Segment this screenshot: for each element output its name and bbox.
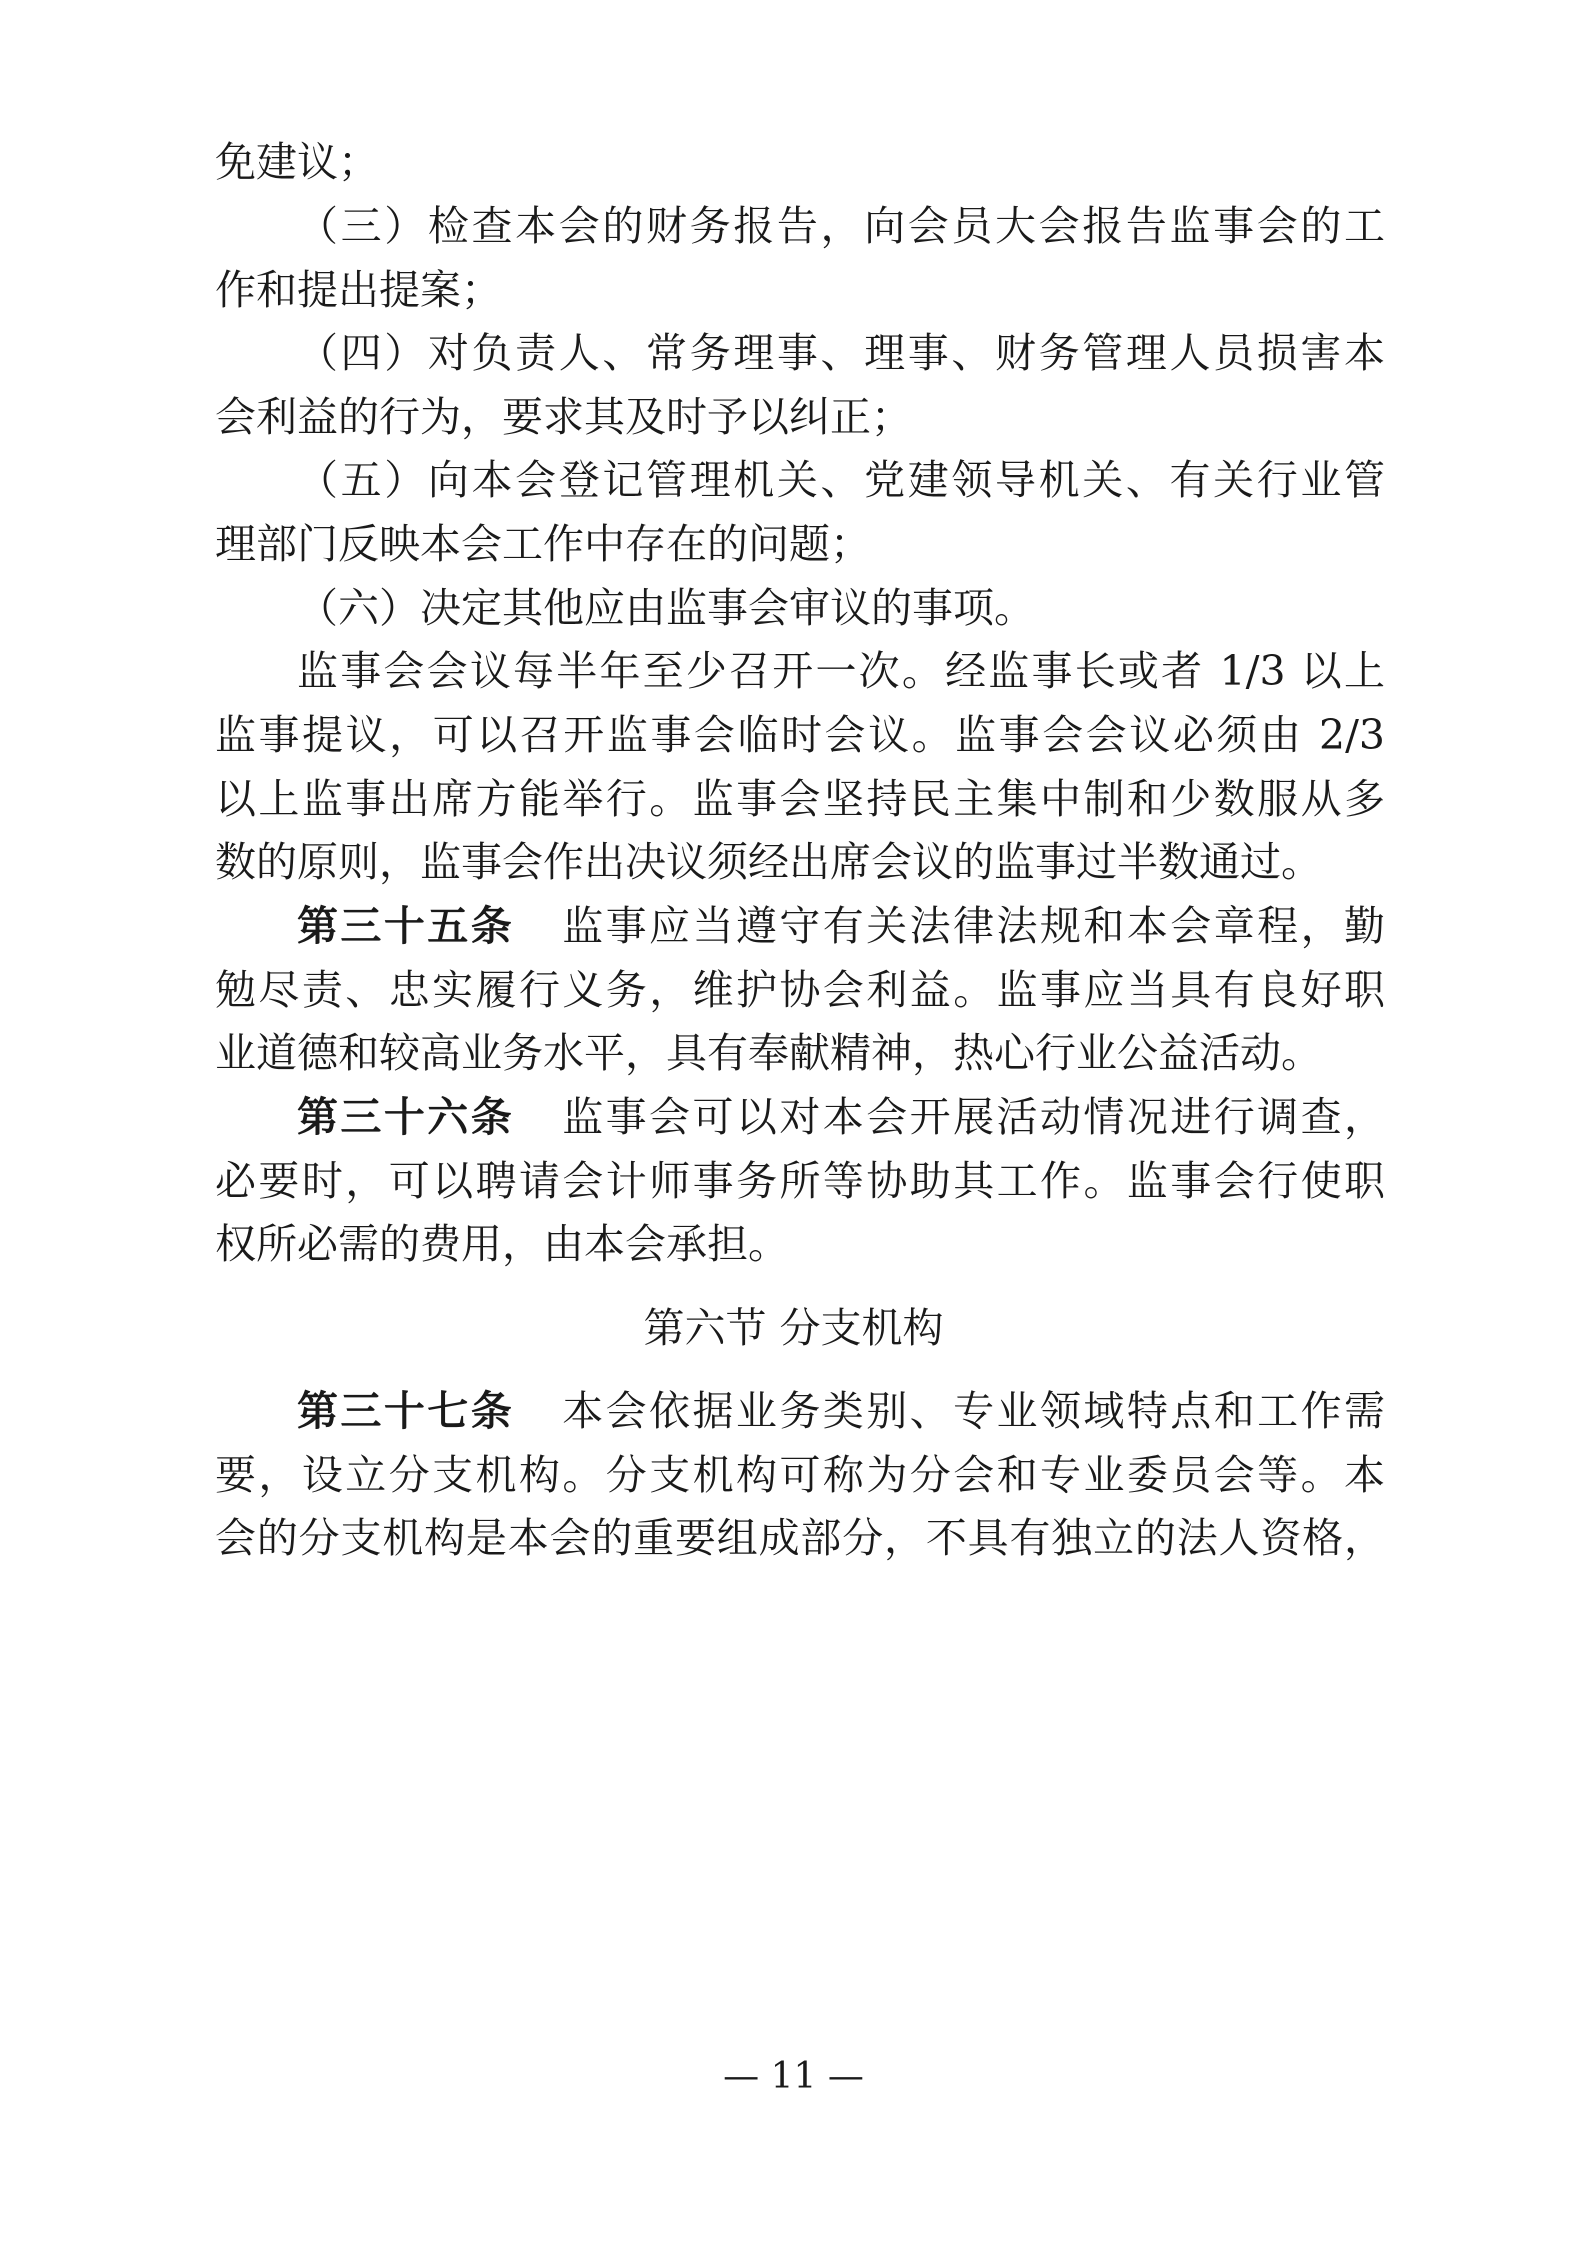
text-line: 免建议； <box>215 138 379 186</box>
text-span: 本会依据业务类别、专业领域特点和工作需 <box>562 1387 1386 1435</box>
page-number: — 11 — <box>723 2056 864 2097</box>
text-line: 理部门反映本会工作中存在的问题； <box>215 520 871 568</box>
text-line: 会的分支机构是本会的重要组成部分，不具有独立的法人资格， <box>215 1514 1385 1562</box>
article-number: 第三十六条 <box>297 1093 515 1141</box>
text-line: （五）向本会登记管理机关、党建领导机关、有关行业管 <box>297 456 1385 504</box>
article-number: 第三十七条 <box>297 1387 515 1435</box>
text-line: 数的原则，监事会作出决议须经出席会议的监事过半数通过。 <box>215 838 1322 886</box>
text-span: 监事应当遵守有关法律法规和本会章程，勤 <box>562 902 1386 950</box>
text-line: 勉尽责、忠实履行义务，维护协会利益。监事应当具有良好职 <box>215 966 1385 1014</box>
article-first-line <box>297 898 1385 954</box>
text-line: 监事会会议每半年至少召开一次。经监事长或者 1/3 以上 <box>297 647 1385 695</box>
text-span: 监事会可以对本会开展活动情况进行调查， <box>562 1093 1386 1141</box>
article-number: 第三十五条 <box>297 902 515 950</box>
text-line: 必要时，可以聘请会计师事务所等协助其工作。监事会行使职 <box>215 1157 1385 1205</box>
text-line: 会利益的行为，要求其及时予以纠正； <box>215 393 912 441</box>
text-line: 作和提出提案； <box>215 266 502 314</box>
text-line: 要，设立分支机构。分支机构可称为分会和专业委员会等。本 <box>215 1451 1385 1499</box>
article-first-line <box>297 1089 1385 1145</box>
article-first-line <box>297 1383 1385 1439</box>
text-line: 以上监事出席方能举行。监事会坚持民主集中制和少数服从多 <box>215 775 1385 823</box>
text-line: （三）检查本会的财务报告，向会员大会报告监事会的工 <box>297 202 1385 250</box>
text-line: （六）决定其他应由监事会审议的事项。 <box>297 584 1035 632</box>
text-line: （四）对负责人、常务理事、理事、财务管理人员损害本 <box>297 329 1385 377</box>
section-heading: 第六节 分支机构 <box>643 1304 944 1352</box>
text-line: 监事提议，可以召开监事会临时会议。监事会会议必须由 2/3 <box>215 711 1385 759</box>
text-line: 权所必需的费用，由本会承担。 <box>215 1220 789 1268</box>
text-line: 业道德和较高业务水平，具有奉献精神，热心行业公益活动。 <box>215 1029 1322 1077</box>
